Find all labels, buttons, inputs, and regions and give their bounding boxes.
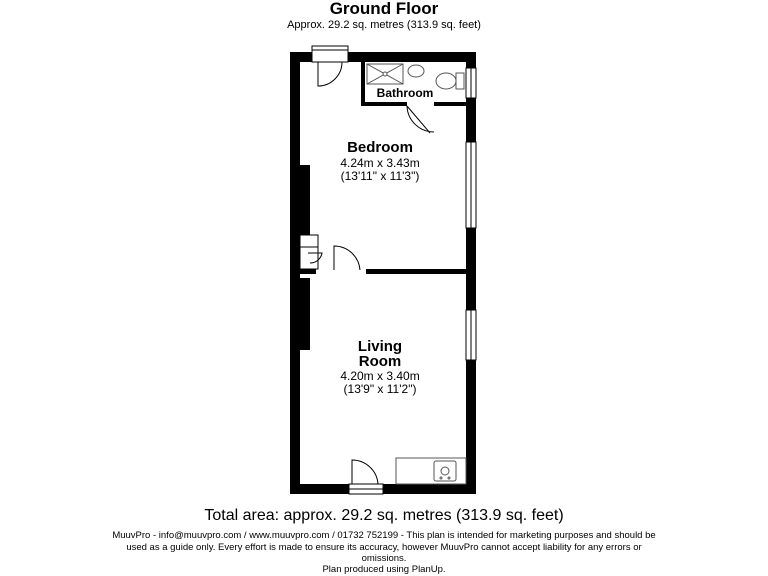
room-bedroom-label: Bedroom	[347, 139, 413, 156]
bathroom-wall-bottom-right	[434, 102, 466, 106]
chimney-breast-bedroom	[300, 165, 310, 235]
room-living-label-line1: Living	[357, 338, 403, 355]
wall-right	[466, 52, 476, 494]
room-bedroom-dimensions-metric: 4.24m x 3.43m	[340, 156, 420, 170]
cupboard	[300, 235, 322, 269]
room-bathroom-label: Bathroom	[376, 86, 434, 100]
room-living-dimensions-imperial: (13'9" x 11'2")	[343, 382, 417, 396]
chimney-breast-living	[300, 278, 310, 350]
bathroom-wall-bottom-left	[361, 102, 407, 106]
door-bathroom	[407, 102, 434, 133]
floor-title: Ground Floor	[329, 0, 439, 18]
total-area: Total area: approx. 29.2 sq. metres (313.9 sq. feet)	[204, 507, 564, 524]
room-living-dimensions-metric: 4.20m x 3.40m	[340, 369, 420, 383]
door-bedroom-entrance	[312, 46, 348, 86]
produced-by: Plan produced using PlanUp.	[322, 564, 446, 575]
basin	[408, 65, 424, 77]
wall-left	[290, 52, 300, 494]
room-living-label-line2: Room	[358, 353, 402, 370]
kitchen-worktop	[396, 458, 466, 484]
door-internal	[316, 246, 366, 274]
floor-area-subtitle: Approx. 29.2 sq. metres (313.9 sq. feet)	[287, 19, 481, 31]
partition-wall	[366, 269, 466, 274]
room-bedroom-dimensions-imperial: (13'11" x 11'3")	[340, 169, 420, 183]
door-front	[349, 460, 383, 494]
partition-wall-left	[300, 269, 316, 274]
disclaimer-text: MuuvPro - info@muuvpro.com / www.muuvpro.com / 01732 752199 - This plan is intended for marketing purposes and should be used as a guide only. Every effort is made to ensure its accuracy, however MuuvPro cannot accept liability for any errors or omissions.	[112, 530, 656, 564]
